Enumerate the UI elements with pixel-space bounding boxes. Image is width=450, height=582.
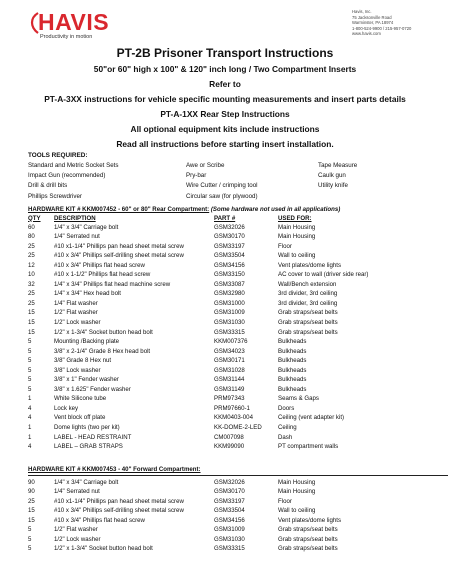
table-row [28,289,448,299]
qty-cell: 15 [28,318,35,326]
qty-cell: 80 [28,233,35,241]
table-row [28,385,448,395]
part-cell: KKM0403-004 [214,414,253,422]
part-cell: GSM33197 [214,497,245,505]
qty-cell: 1 [28,433,32,441]
table-row [28,299,448,309]
tool-item: Wire Cutter / crimping tool [186,182,258,190]
table-row [28,535,448,545]
description-cell: 1/4" x 3/4" Phillips flat head machine screw [54,280,171,288]
description-cell: Mounting /Backing plate [54,338,120,346]
qty-cell: 25 [28,497,35,505]
tool-item: Drill & drill bits [28,182,68,190]
description-cell: 3/8" x 1" Fender washer [54,376,119,384]
used-for-cell: Bulkheads [278,376,307,384]
used-for-cell: Ceiling [278,423,297,431]
tool-item: Impact Gun (recommended) [28,172,106,180]
used-for-cell: Bulkheads [278,357,307,365]
qty-cell: 5 [28,385,32,393]
refer-to-line: Refer to [209,79,241,89]
optional-equipment-line: All optional equipment kits include instructions [130,124,320,134]
qty-cell: 4 [28,414,32,422]
description-cell: #10 x 3/4" Phillips flat head screw [54,516,145,524]
used-for-cell: Doors [278,404,295,412]
used-for-cell: 3rd divider, 3rd ceiling [278,299,338,307]
col-qty: QTY [28,214,41,222]
table-row [28,433,448,443]
description-cell: #10 x 3/4" Phillips self-drilling sheet metal screw [54,252,184,260]
part-cell: GSM32026 [214,223,245,231]
qty-cell: 90 [28,478,35,486]
part-cell: GSM30170 [214,488,245,496]
part-cell: KKM007376 [214,338,248,346]
used-for-cell: Ceiling (vent adapter kit) [278,414,345,422]
qty-cell: 15 [28,309,35,317]
table-row [28,308,448,318]
used-for-cell: Wall to ceiling [278,252,316,260]
contact-line: www.havis.com [352,31,381,37]
part-cell: GSM33315 [214,545,245,553]
used-for-cell: Grab straps/seat belts [278,309,338,317]
used-for-cell: Vent plates/dome lights [278,516,342,524]
description-cell: LABEL - HEAD RESTRAINT [54,433,132,441]
qty-cell: 25 [28,252,35,260]
used-for-cell: Bulkheads [278,347,307,355]
contact-line: Havis, Inc. [352,9,372,14]
description-cell: 1/4" Flat washer [54,299,98,307]
part-cell: GSM33150 [214,271,245,279]
qty-cell: 25 [28,290,35,298]
description-cell: LABEL – GRAB STRAPS [54,443,123,451]
used-for-cell: Main Housing [278,488,316,496]
qty-cell: 4 [28,404,32,412]
havis-logo [28,10,109,40]
description-cell: #10 x1-1/4" Phillips pan head sheet metal screw [54,497,184,505]
description-cell: 3/8" Lock washer [54,366,101,374]
tool-item [318,193,438,201]
part-cell: GSM31009 [214,526,245,534]
used-for-cell: Bulkheads [278,338,307,346]
reference-line: PT-A-1XX Rear Step Instructions [160,109,290,119]
part-cell: GSM32980 [214,290,245,298]
qty-cell: 25 [28,242,35,250]
part-cell: PRM97660-1 [214,404,250,412]
part-cell: GSM30171 [214,357,245,365]
part-cell: PRM97343 [214,395,245,403]
tools-list [28,162,448,201]
qty-cell: 5 [28,535,32,543]
tool-item: Pry-bar [186,172,207,180]
used-for-cell: PT compartment walls [278,443,339,451]
table-row [28,337,448,347]
description-cell: 1/2" x 1-3/4" Socket button head bolt [54,545,153,553]
description-cell: White Silicone tube [54,395,107,403]
qty-cell: 5 [28,347,32,355]
used-for-cell: Grab straps/seat belts [278,545,338,553]
description-cell: #10 x1-1/4" Phillips pan head sheet metal screw [54,242,184,250]
part-cell: GSM33087 [214,280,245,288]
description-cell: 1/2" Lock washer [54,318,101,326]
table-row [28,497,448,507]
qty-cell: 15 [28,507,35,515]
table-row [28,394,448,404]
description-cell: 1/2" Lock washer [54,535,101,543]
description-cell: 3/8" x 2-1/4" Grade 8 Hex head bolt [54,347,151,355]
used-for-cell: Bulkheads [278,366,307,374]
col-used-for: USED FOR: [278,214,312,222]
contact-line: 75 Jacksonville Road [352,14,392,20]
description-cell: 1/4" x 3/4" Carriage bolt [54,478,119,486]
used-for-cell: 3rd divider, 3rd ceiling [278,290,338,298]
used-for-cell: Grab straps/seat belts [278,526,338,534]
used-for-cell: Grab straps/seat belts [278,328,338,336]
part-cell: GSM34156 [214,261,245,269]
part-cell: GSM32026 [214,478,245,486]
document-title: PT-2B Prisoner Transport Instructions [116,46,334,60]
table-row [28,223,448,233]
table-row [28,404,448,414]
kit-rows [28,478,448,554]
qty-cell: 5 [28,545,32,553]
part-cell: GSM33315 [214,328,245,336]
part-cell: GSM33504 [214,507,245,515]
kit-heading [28,466,448,476]
description-cell: Lock key [54,404,79,412]
qty-cell: 90 [28,488,35,496]
swoosh-icon [28,12,40,34]
description-cell: 3/8" Grade 8 Hex nut [54,357,112,365]
document-subtitle: 50"or 60" high x 100" & 120" inch long / Two Compartment Inserts [93,64,357,74]
part-cell: GSM31149 [214,385,245,393]
description-cell: 1/4" x 3/4" Carriage bolt [54,223,119,231]
tool-item: Utility knife [318,182,348,190]
table-header [28,215,448,223]
part-cell: CM007098 [214,433,244,441]
used-for-cell: Floor [278,497,292,505]
part-cell: GSM31030 [214,535,245,543]
qty-cell: 12 [28,261,35,269]
used-for-cell: Grab straps/seat belts [278,318,338,326]
table-row [28,478,448,488]
table-row [28,328,448,338]
part-cell: GSM30170 [214,233,245,241]
used-for-cell: Main Housing [278,478,316,486]
used-for-cell: AC cover to wall (driver side rear) [278,271,369,279]
table-row [28,261,448,271]
tools-heading: TOOLS REQUIRED: [28,152,88,159]
part-cell: KK-DOME-2-LED [214,423,262,431]
qty-cell: 15 [28,328,35,336]
used-for-cell: Vent plates/dome lights [278,261,342,269]
contact-line: 1-800-524-9900 / 215-957-0720 [352,25,412,31]
used-for-cell: Wall/Bench extension [278,280,337,288]
part-cell: GSM34023 [214,347,245,355]
table-row [28,347,448,357]
qty-cell: 5 [28,376,32,384]
reference-line: PT-A-3XX instructions for vehicle specific mounting measurements and insert parts details [44,94,406,104]
table-row [28,516,448,526]
tool-item: Tape Measure [318,162,358,169]
description-cell: 1/2" Flat washer [54,526,98,534]
table-row [28,413,448,423]
contact-block [352,9,411,37]
tool-item: Phillips Screwdriver [28,192,82,200]
kit-title: HARDWARE KIT # KKM007453 - 40" Forward Compartment: [28,466,201,473]
kit-heading [28,206,448,215]
part-cell: GSM31000 [214,299,245,307]
col-description: DESCRIPTION [54,214,96,222]
tool-item: Circular saw (for plywood) [186,192,258,200]
part-cell: GSM31028 [214,366,245,374]
description-cell: Vent block off plate [54,414,106,422]
table-row [28,251,448,261]
kit-note: (Some hardware not used in all applications) [210,206,341,213]
read-instructions-line: Read all instructions before starting insert installation. [116,139,334,149]
used-for-cell: Floor [278,242,292,250]
qty-cell: 15 [28,516,35,524]
tool-item: Awe or Scribe [186,162,225,169]
qty-cell: 60 [28,223,35,231]
tool-item: Standard and Metric Socket Sets [28,162,119,169]
description-cell: 1/4" Serrated nut [54,488,100,496]
used-for-cell: Main Housing [278,233,316,241]
table-row [28,232,448,242]
tools-section [28,151,448,201]
logo-tagline: Productivity in motion [40,34,93,40]
qty-cell: 5 [28,526,32,534]
description-cell: #10 x 1-1/2" Phillips flat head screw [54,271,151,279]
table-row [28,506,448,516]
used-for-cell: Seams & Gaps [278,395,319,403]
table-row [28,318,448,328]
qty-cell: 1 [28,423,32,431]
description-cell: Dome lights (two per kit) [54,423,120,431]
qty-cell: 32 [28,280,35,288]
table-row [28,366,448,376]
table-row [28,525,448,535]
qty-cell: 4 [28,443,32,451]
qty-cell: 1 [28,395,32,403]
qty-cell: 5 [28,357,32,365]
contact-line: Warminster, PA 18974 [352,20,394,26]
table-row [28,544,448,554]
table-row [28,423,448,433]
qty-cell: 5 [28,366,32,374]
table-row [28,356,448,366]
hardware-kit-rear [28,206,448,452]
description-cell: #10 x 3/4" Phillips self-drilling sheet metal screw [54,507,184,515]
tool-item: Caulk gun [318,172,346,180]
description-cell: 3/8" x 1.625" Fender washer [54,385,131,393]
table-row [28,270,448,280]
part-cell: GSM33197 [214,242,245,250]
col-part: PART # [214,214,236,222]
used-for-cell: Main Housing [278,223,316,231]
description-cell: 1/2" Flat washer [54,309,98,317]
used-for-cell: Dash [278,433,293,441]
used-for-cell: Wall to ceiling [278,507,316,515]
hardware-kit-forward [28,466,448,554]
part-cell: GSM33504 [214,252,245,260]
table-row [28,442,448,452]
table-row [28,487,448,497]
part-cell: GSM31030 [214,318,245,326]
title-block [0,45,450,152]
used-for-cell: Grab straps/seat belts [278,535,338,543]
qty-cell: 10 [28,271,35,279]
part-cell: GSM31009 [214,309,245,317]
part-cell: GSM34156 [214,516,245,524]
description-cell: 1/4" x 3/4" Hex head bolt [54,290,121,298]
used-for-cell: Bulkheads [278,385,307,393]
kit-title: HARDWARE KIT # KKM007452 - 60" or 80" Rear Compartment: [28,206,210,213]
part-cell: KKM99090 [214,443,245,451]
kit-rows [28,223,448,452]
table-row [28,375,448,385]
qty-cell: 5 [28,338,32,346]
description-cell: #10 x 3/4" Phillips flat head screw [54,261,145,269]
table-row [28,242,448,252]
logo-text: HAVIS [38,9,110,35]
description-cell: 1/2" x 1-3/4" Socket button head bolt [54,328,153,336]
part-cell: GSM31144 [214,376,245,384]
table-row [28,280,448,290]
qty-cell: 25 [28,299,35,307]
description-cell: 1/4" Serrated nut [54,233,100,241]
